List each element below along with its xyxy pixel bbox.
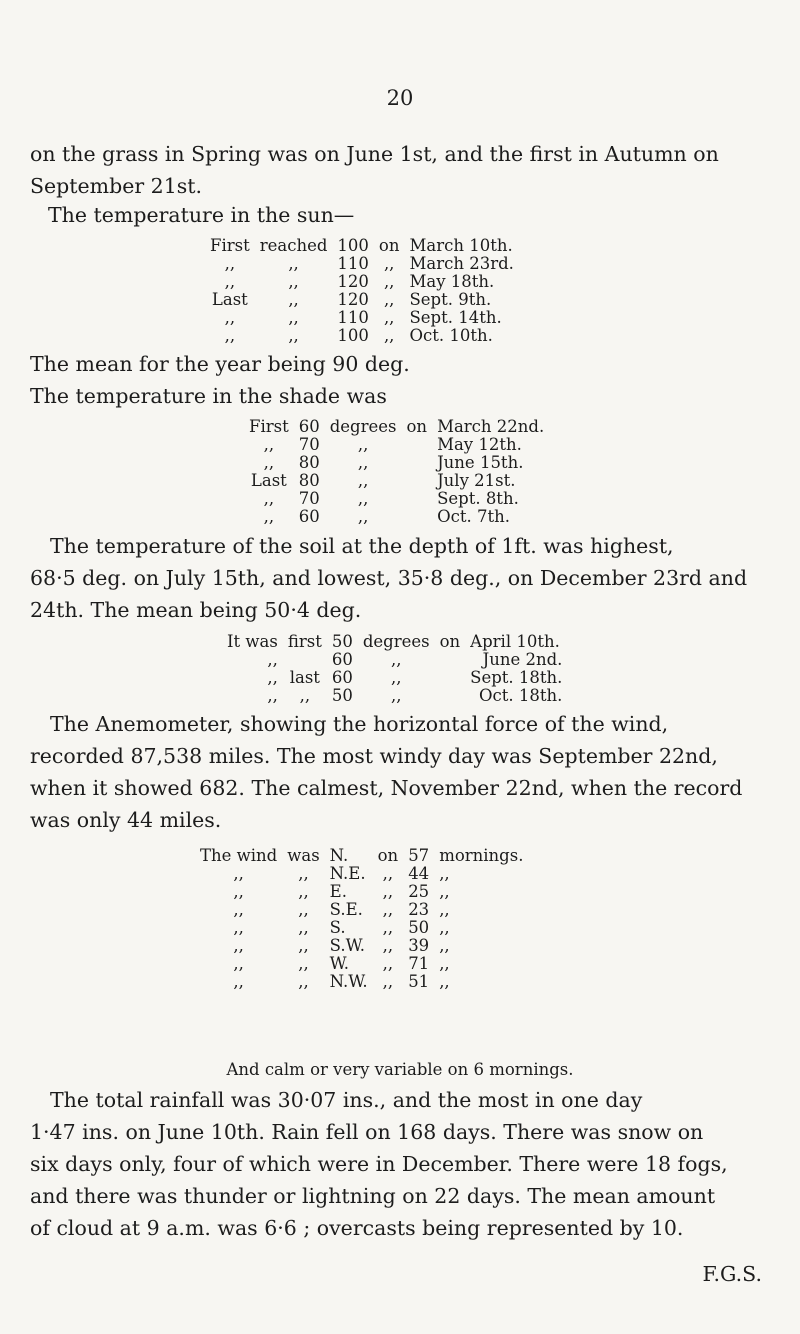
table-row: Last 80 ,, July 21st. (250, 471, 516, 490)
text-line: The temperature of the soil at the depth of 1ft. was highest, (50, 534, 674, 558)
shade-temperature-table (244, 418, 549, 526)
soil-paragraph (30, 530, 770, 626)
text-line: six days only, four of which were in December. There were 18 fogs, (30, 1152, 728, 1176)
intro-paragraph (30, 138, 770, 202)
sun-heading: The temperature in the sun— (48, 203, 355, 227)
text-line: 1·47 ins. on June 10th. Rain fell on 168 days. There was snow on (30, 1120, 704, 1144)
shade-heading: The temperature in the shade was (30, 384, 387, 408)
table-row: ,, ,, N.W. ,, 51 ,, (233, 972, 450, 991)
table-row: ,, ,, N.E. ,, 44 ,, (233, 864, 450, 883)
table-row: ,, ,, E. ,, 25 ,, (233, 882, 450, 901)
text-line: and there was thunder or lightning on 22 days. The mean amount (30, 1184, 716, 1208)
text-line: when it showed 682. The calmest, November 22nd, when the record (30, 776, 743, 800)
text-line: 24th. The mean being 50·4 deg. (30, 598, 362, 622)
sun-mean-text: The mean for the year being 90 deg. (30, 352, 410, 376)
table-row: The wind was N. on 57 mornings. (200, 846, 524, 865)
text-line: of cloud at 9 a.m. was 6·6 ; overcasts being represented by 10. (30, 1216, 684, 1240)
table-row: ,, 80 ,, June 15th. (263, 453, 524, 472)
text-line: The total rainfall was 30·07 ins., and the most in one day (50, 1088, 643, 1112)
wind-direction-table (195, 847, 528, 991)
table-row: Last ,, 120 ,, Sept. 9th. (211, 290, 492, 309)
text-line: recorded 87,538 miles. The most windy day was September 22nd, (30, 744, 718, 768)
table-row: ,, ,, S. ,, 50 ,, (233, 918, 450, 937)
table-row: First reached 100 on March 10th. (210, 236, 513, 255)
sun-temperature-table (205, 237, 519, 345)
page-number: 20 (386, 86, 414, 110)
table-row: ,, last 60 ,, Sept. 18th. (267, 668, 563, 687)
table-row: ,, ,, 120 ,, May 18th. (224, 272, 495, 291)
signature: F.G.S. (702, 1262, 762, 1286)
table-row: ,, ,, 50 ,, Oct. 18th. (267, 686, 563, 705)
text-line: 68·5 deg. on July 15th, and lowest, 35·8 deg., on December 23rd and (30, 566, 748, 590)
table-row: ,, ,, W. ,, 71 ,, (233, 954, 450, 973)
text-line: on the grass in Spring was on June 1st, and the first in Autumn on (30, 142, 719, 166)
wind-paragraph (30, 708, 770, 836)
table-row: ,, ,, 110 ,, Sept. 14th. (224, 308, 502, 327)
table-row: ,, ,, 110 ,, March 23rd. (224, 254, 514, 273)
text-line: was only 44 miles. (30, 808, 222, 832)
table-row: ,, ,, S.E. ,, 23 ,, (233, 900, 450, 919)
table-row: It was first 50 degrees on April 10th. (227, 632, 560, 651)
table-row: ,, ,, S.W. ,, 39 ,, (233, 936, 450, 955)
soil-temperature-table (222, 633, 567, 705)
text-line: The Anemometer, showing the horizontal force of the wind, (50, 712, 669, 736)
text-line: September 21st. (30, 174, 203, 198)
calm-mornings-line: And calm or very variable on 6 mornings. (226, 1060, 574, 1079)
table-row: ,, 60 ,, Oct. 7th. (263, 507, 510, 526)
table-row: First 60 degrees on March 22nd. (249, 417, 545, 436)
table-row: ,, 70 ,, Sept. 8th. (263, 489, 519, 508)
table-row: ,, 70 ,, May 12th. (263, 435, 522, 454)
rainfall-paragraph (30, 1084, 770, 1244)
table-row: ,, ,, 100 ,, Oct. 10th. (224, 326, 493, 345)
table-row: ,, 60 ,, June 2nd. (267, 650, 563, 669)
